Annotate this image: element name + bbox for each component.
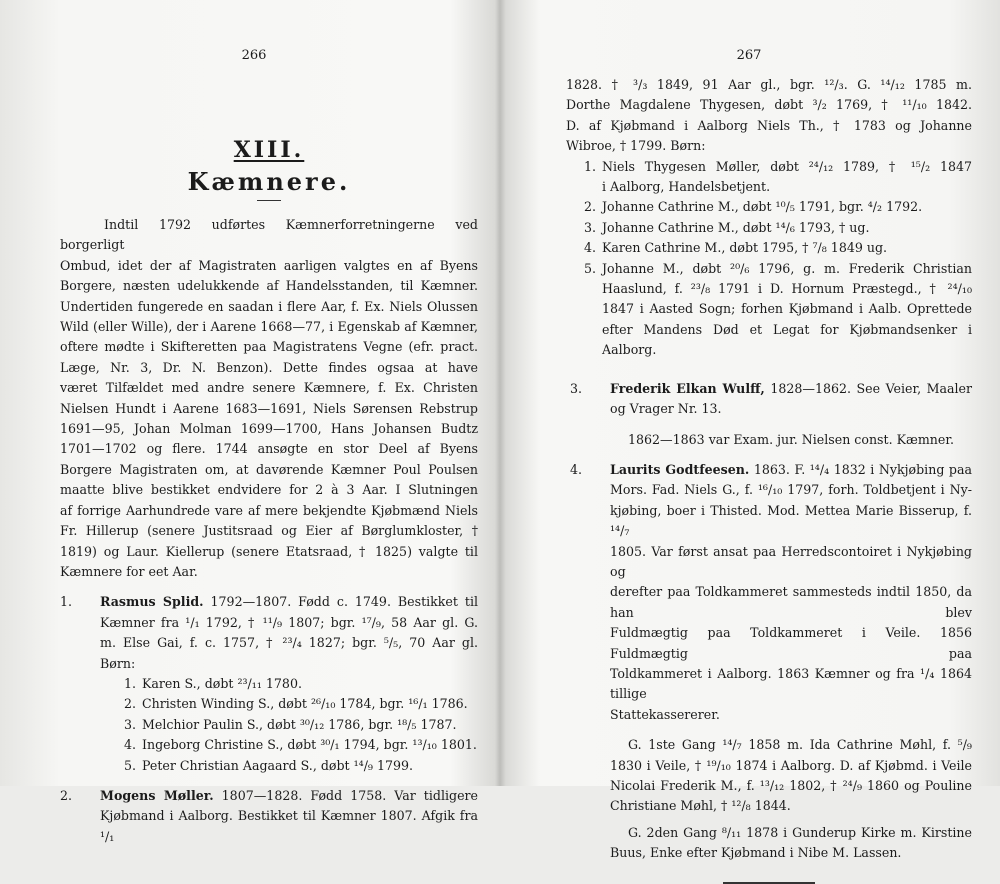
child-text: Karen Cathrine M., døbt 1795, † ⁷/₈ 1849 ug. [602,240,888,256]
cont-line: Wibroe, † 1799. Børn: [566,138,706,154]
child-number: 2. [584,199,597,215]
intro-line: af forrige Aarhundrede vare af mere bekjendte Kjøbmænd Niels [60,502,478,518]
child-item [124,735,478,755]
entry-line: Mors. Fad. Niels G., f. ¹⁶/₁₀ 1797, forh. Toldbetjent i Ny- [610,482,972,498]
entry-line: og Vrager Nr. 13. [610,401,722,417]
left-page [0,0,496,844]
child-item [584,218,972,238]
intro-line: Indtil 1792 udførtes Kæmnerforretningerne ved borgerligt [60,217,478,253]
entry-4 [566,460,972,864]
entry-line: Toldkammeret i Aalborg. 1863 Kæmner og fra ¹/₄ 1864 tillige [610,665,972,702]
child-number: 3. [584,219,597,235]
intro-line: 1691—95, Johan Molman 1699—1700, Hans Johansen Budtz [60,421,478,437]
child-number: 3. [124,716,137,732]
child-item [124,715,478,735]
intro-line: Kæmnere for eet Aar. [60,563,198,579]
page-number-right: 267 [736,48,762,63]
intro-paragraph [60,215,478,582]
entry-line: Fuldmægtig paa Toldkammeret i Veile. 1856 Fuldmægtig paa [610,625,972,661]
entry-3 [566,379,972,450]
child-text: efter Mandens Død et Legat for Kjøbmandsenker i Aalborg. [602,321,972,358]
entry-1 [60,592,478,776]
child-number: 4. [584,240,597,256]
child-number: 5. [584,260,597,276]
entry-2-continuation [566,75,972,361]
intro-line: maatte blive bestikket endvidere for 2 à 3 Aar. I Slutningen [60,482,478,498]
child-text: Christen Winding S., døbt ²⁶/₁₀ 1784, bgr. ¹⁶/₁ 1786. [142,696,468,712]
marriage-1 [610,735,972,817]
title-rule [257,200,281,201]
child-item [584,157,972,198]
intro-line: Borgere Magistraten om, at davørende Kæmner Poul Poulsen [60,461,478,477]
child-number: 4. [124,737,137,753]
entry-number: 4. [570,461,583,477]
child-item [124,674,478,694]
child-item [584,238,972,258]
intro-line: Læge, Nr. 3, Dr. N. Benzon). Dette findes ogsaa at have [60,359,478,375]
entry-2 [60,786,478,847]
marriage-line: Christiane Møhl, † ¹²/₈ 1844. [610,798,791,814]
intro-line: 1819) og Laur. Kiellerup (senere Etatsraad, † 1825) valgte til [60,543,478,559]
child-item [124,694,478,714]
child-text: i Aalborg, Handelsbetjent. [602,179,771,195]
marriage-2 [610,823,972,864]
cont-line: 1828. † ³/₃ 1849, 91 Aar gl., bgr. ¹²/₃. G. ¹⁴/₁₂ 1785 m. [566,77,972,92]
entry-line: Kæmner fra ¹/₁ 1792, † ¹¹/₉ 1807; bgr. ¹⁷/₉, 58 Aar gl. G. [100,614,478,630]
entry-number: 3. [570,380,583,396]
entry-number: 2. [60,787,73,803]
entry-line: derefter paa Toldkammeret sammesteds indtil 1850, da han blev [610,584,972,620]
entry-name: Rasmus Splid. [100,594,204,610]
child-number: 5. [124,757,137,773]
marriage-line: 1830 i Veile, † ¹⁹/₁₀ 1874 i Aalborg. D. af Kjøbmd. i Veile [610,757,972,773]
intro-line: været Tilfældet med andre senere Kæmnere, f. Ex. Christen [60,380,478,396]
intro-line: Ombud, idet der af Magistraten aarligen valgtes en af Byens [60,257,478,273]
page-number-left: 266 [241,48,267,63]
right-page [504,0,1000,861]
intro-line: oftere mødte i Skifteretten paa Magistratens Vegne (efr. pract. [60,339,478,355]
cont-line: Dorthe Magdalene Thygesen, døbt ³/₂ 1769, † ¹¹/₁₀ 1842. [566,97,972,113]
child-item [124,756,478,776]
intro-line: Borgere, næsten udelukkende af Handelsstanden, til Kæmner. [60,278,478,294]
entry-name: Mogens Møller. [100,787,214,803]
entry-line: 1863. F. ¹⁴/₄ 1832 i Nykjøbing paa [749,461,972,477]
child-text: 1847 i Aasted Sogn; forhen Kjøbmand i Aalb. Oprettede [602,301,972,317]
child-text: Johanne Cathrine M., døbt ¹⁰/₅ 1791, bgr. ⁴/₂ 1792. [602,199,923,215]
child-item [584,259,972,361]
intro-line: 1701—1702 og flere. 1744 ansøgte en stor Deel af Byens [60,441,478,457]
child-number: 1. [124,675,137,691]
end-rule [723,882,815,884]
child-text: Johanne M., døbt ²⁰/₆ 1796, g. m. Frederik Christian [602,260,972,276]
intro-line: Undertiden fungerede en saadan i flere Aar, f. Ex. Niels Olussen [60,298,478,314]
marriage-line: G. 1ste Gang ¹⁴/₇ 1858 m. Ida Cathrine Møhl, f. ⁵/₉ [628,737,972,753]
entry-number: 1. [60,594,73,610]
entry-line: 1792—1807. Fødd c. 1749. Bestikket til [203,594,479,610]
child-number: 1. [584,158,597,174]
entry-line: 1807—1828. Fødd 1758. Var tidligere [213,787,479,803]
marriage-line: G. 2den Gang ⁸/₁₁ 1878 i Gunderup Kirke m. Kirstine [628,824,972,840]
child-text: Melchior Paulin S., døbt ³⁰/₁₂ 1786, bgr. ¹⁸/₅ 1787. [142,716,457,732]
marriage-line: Nicolai Frederik M., f. ¹³/₁₂ 1802, † ²⁴/₉ 1860 og Pouline [610,778,972,793]
entry-line: 1805. Var først ansat paa Herredscontoiret i Nykjøbing og [610,543,972,579]
entry-line: Kjøbmand i Aalborg. Bestikket til Kæmner 1807. Afgik fra ¹/₁ [100,808,478,844]
entry-line: m. Else Gai, f. c. 1757, † ²³/₄ 1827; bgr. ⁵/₅, 70 Aar gl. [100,635,478,651]
entry-line: 1828—1862. See Veier, Maaler [764,380,972,396]
child-text: Peter Christian Aagaard S., døbt ¹⁴/₉ 1799. [142,757,414,773]
entry-name: Laurits Godtfeesen. [610,461,750,477]
entry-name: Frederik Elkan Wulff, [610,380,765,396]
entry-line: Børn: [100,655,136,671]
child-text: Karen S., døbt ²³/₁₁ 1780. [142,675,302,691]
child-text: Niels Thygesen Møller, døbt ²⁴/₁₂ 1789, † ¹⁵/₂ 1847 [602,158,972,174]
intro-line: Nielsen Hundt i Aarene 1683—1691, Niels Sørensen Rebstrup [60,400,478,416]
entry-note: 1862—1863 var Exam. jur. Nielsen const. Kæmner. [628,431,954,447]
chapter-number: XIII. [233,137,305,163]
cont-line: D. af Kjøbmand i Aalborg Niels Th., † 1783 og Johanne [566,117,972,133]
entry-line: kjøbing, boer i Thisted. Mod. Mettea Marie Bisserup, f. ¹⁴/₇ [610,502,972,539]
intro-line: Wild (eller Wille), der i Aarene 1668—77, i Egenskab af Kæmner, [60,319,478,335]
child-text: Haaslund, f. ²³/₈ 1791 i D. Hornum Præstegd., † ²⁴/₁₀ [602,281,972,297]
child-item [584,197,972,217]
entry-line: Stattekassererer. [610,706,720,722]
chapter-title: Kæmnere. [187,167,351,196]
child-text: Ingeborg Christine S., døbt ³⁰/₁ 1794, bgr. ¹³/₁₀ 1801. [142,737,477,753]
child-text: Johanne Cathrine M., døbt ¹⁴/₆ 1793, † ug. [602,219,870,235]
intro-line: Fr. Hillerup (senere Justitsraad og Eier af Børglumkloster, † [60,523,478,539]
children-list [584,157,972,361]
children-list [124,674,478,776]
child-number: 2. [124,696,137,712]
marriage-line: Buus, Enke efter Kjøbmand i Nibe M. Lassen. [610,845,902,861]
